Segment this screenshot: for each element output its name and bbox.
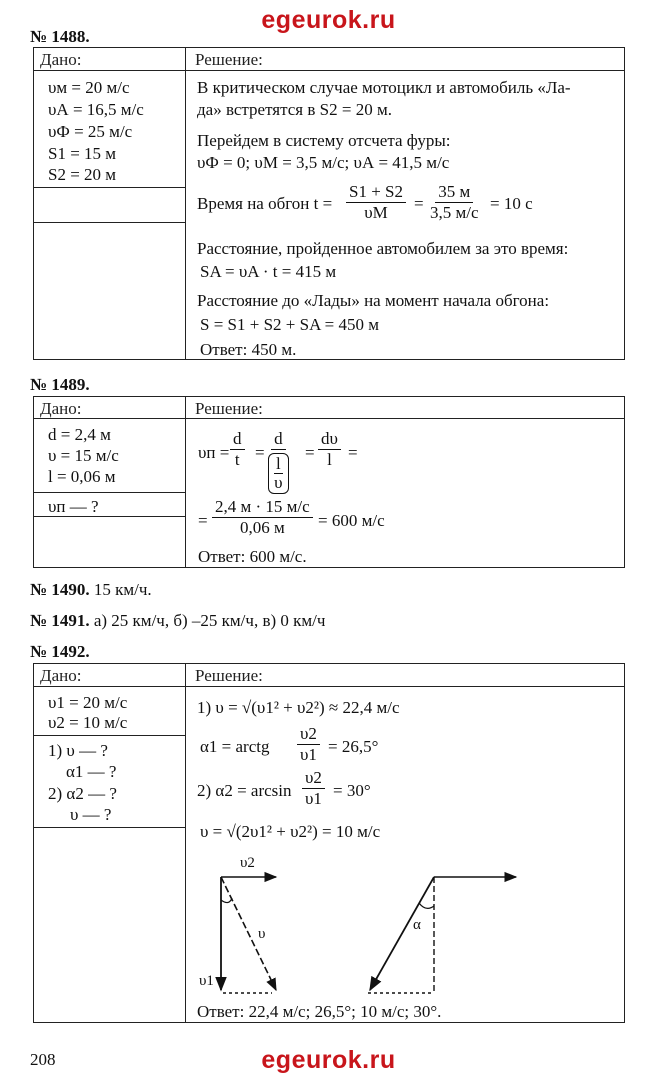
find-line: α1 — ? bbox=[66, 762, 117, 781]
equals-sign: = bbox=[414, 194, 424, 213]
fraction-denominator: t bbox=[234, 449, 240, 469]
solution-text: В критическом случае мотоцикл и автомобиль «Ла- bbox=[197, 78, 571, 97]
time-label: Время на обгон t = bbox=[197, 194, 333, 213]
given-line: υА = 16,5 м/с bbox=[48, 100, 144, 119]
problem-1488-number: № 1488. bbox=[30, 27, 90, 46]
fraction-denominator: 0,06 м bbox=[239, 517, 285, 537]
equals-sign: = bbox=[198, 511, 208, 530]
equals-sign: = bbox=[348, 443, 358, 462]
given-line: υ2 = 10 м/с bbox=[48, 713, 128, 732]
label-v1: υ1 bbox=[199, 973, 214, 989]
site-watermark-bottom: egeurok.ru bbox=[261, 1046, 396, 1074]
given-line: S1 = 15 м bbox=[48, 144, 117, 163]
fraction-denominator: υ bbox=[274, 472, 283, 492]
given-line: υм = 20 м/с bbox=[48, 78, 130, 97]
problem-1492-number: № 1492. bbox=[30, 642, 90, 661]
fraction-denominator: υ1 bbox=[305, 788, 322, 808]
problem-number: № 1491. bbox=[30, 611, 90, 630]
answer: Ответ: 22,4 м/с; 26,5°; 10 м/с; 30°. bbox=[197, 1002, 442, 1021]
site-watermark-top: egeurok.ru bbox=[261, 6, 396, 34]
given-line: υ1 = 20 м/с bbox=[48, 693, 128, 712]
formula-lhs: 2) α2 = arcsin bbox=[197, 781, 292, 800]
angle-arc bbox=[419, 903, 434, 908]
given-line: S2 = 20 м bbox=[48, 165, 117, 184]
answer-text: 15 км/ч. bbox=[93, 580, 152, 599]
given-header: Дано: bbox=[40, 50, 82, 69]
fraction-denominator: l bbox=[327, 449, 332, 469]
fraction-denominator: υМ bbox=[364, 202, 388, 222]
given-line: d = 2,4 м bbox=[48, 425, 111, 444]
given-header: Дано: bbox=[40, 666, 82, 685]
solution-header: Решение: bbox=[195, 50, 263, 69]
fraction-numerator: d bbox=[230, 430, 245, 450]
vector-v-arrow bbox=[221, 877, 276, 990]
fraction-denominator: υ1 bbox=[300, 744, 317, 764]
given-header: Дано: bbox=[40, 399, 82, 418]
given-line: l = 0,06 м bbox=[48, 467, 116, 486]
fraction-numerator: υ2 bbox=[297, 725, 320, 745]
fraction-numerator: S1 + S2 bbox=[346, 183, 406, 203]
time-result: = 10 с bbox=[490, 194, 533, 213]
answer-text: а) 25 км/ч, б) –25 км/ч, в) 0 км/ч bbox=[93, 611, 326, 630]
find-line: 1) υ — ? bbox=[48, 741, 108, 760]
given-line: υФ = 25 м/с bbox=[48, 122, 133, 141]
fraction-denominator: 3,5 м/с bbox=[430, 202, 479, 222]
solution-text: да» встретятся в S2 = 20 м. bbox=[197, 100, 392, 119]
fraction-numerator: l bbox=[276, 453, 281, 473]
label-alpha: α bbox=[413, 917, 421, 933]
equals-sign: = bbox=[305, 443, 315, 462]
fraction-numerator: υ2 bbox=[302, 769, 325, 789]
solution-formula: SA = υA · t = 415 м bbox=[200, 262, 337, 281]
problem-number: № 1490. bbox=[30, 580, 90, 599]
solution-header: Решение: bbox=[195, 399, 263, 418]
result: = 26,5° bbox=[328, 737, 379, 756]
solution-formula: υ = √(2υ1² + υ2²) = 10 м/с bbox=[200, 822, 381, 841]
problem-1489-number: № 1489. bbox=[30, 375, 90, 394]
fraction-numerator: 35 м bbox=[435, 183, 473, 203]
equals-sign: = bbox=[255, 443, 265, 462]
label-v2: υ2 bbox=[240, 855, 255, 871]
fraction-numerator: 2,4 м · 15 м/с bbox=[212, 498, 313, 518]
solution-text: Расстояние до «Лады» на момент начала обгона: bbox=[197, 291, 550, 310]
vector-v1-arrow bbox=[370, 877, 434, 990]
given-line: υ = 15 м/с bbox=[48, 446, 119, 465]
solution-formula: S = S1 + S2 + SA = 450 м bbox=[200, 315, 380, 334]
answer: Ответ: 450 м. bbox=[200, 340, 297, 359]
solution-text: Расстояние, пройденное автомобилем за это время: bbox=[197, 239, 569, 258]
page-number: 208 bbox=[30, 1050, 56, 1069]
solution-formula: υФ = 0; υМ = 3,5 м/с; υА = 41,5 м/с bbox=[197, 153, 450, 172]
solution-text: Перейдем в систему отсчета фуры: bbox=[197, 131, 451, 150]
answer: Ответ: 600 м/с. bbox=[198, 547, 307, 566]
find-line: υп — ? bbox=[48, 497, 99, 516]
formula-lhs: α1 = arctg bbox=[200, 737, 270, 756]
label-v: υ bbox=[258, 926, 266, 942]
result: = 600 м/с bbox=[318, 511, 385, 530]
find-line: υ — ? bbox=[70, 805, 112, 824]
fraction-numerator: dυ bbox=[318, 430, 341, 450]
result: = 30° bbox=[333, 781, 371, 800]
find-line: 2) α2 — ? bbox=[48, 784, 117, 803]
angle-arc bbox=[221, 898, 232, 903]
solution-header: Решение: bbox=[195, 666, 263, 685]
fraction-numerator: d bbox=[271, 430, 286, 450]
solution-formula: 1) υ = √(υ1² + υ2²) ≈ 22,4 м/с bbox=[197, 698, 400, 717]
formula-lhs: υп = bbox=[198, 443, 230, 462]
